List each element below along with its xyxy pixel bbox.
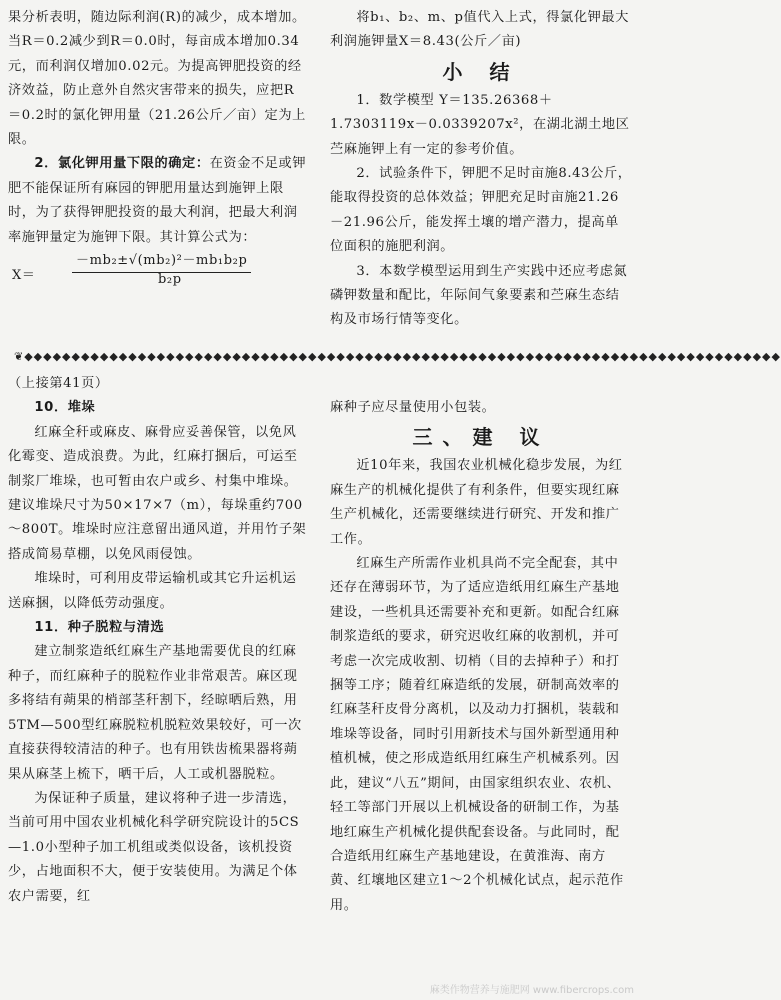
paragraph-lower-limit	[8, 152, 308, 250]
site-watermark: 麻类作物营养与施肥网 www.fibercrops.com	[429, 985, 634, 996]
lower-right-column	[330, 396, 632, 918]
upper-right-column	[330, 6, 632, 333]
heading-seed-threshing: 11．种子脱粒与清选	[34, 620, 165, 636]
paragraph-substitute: 将b₁、b₂、m、p值代入上式，得氯化钾最大利润施钾量X＝8.43(公斤／亩)	[330, 10, 629, 50]
continued-note: （上接第41页）	[8, 376, 109, 391]
formula-denominator: b₂p	[158, 272, 182, 288]
paragraph-seed-1: 建立制浆造纸红麻生产基地需要优良的红麻种子，而红麻种子的脱粒作业非常艰苦。麻区现多将结有蒴果的梢部茎秆割下，经晾晒后熟，用5TM—500型红麻脱粒机脱粒效果较好，可一次直接获得较清洁的种子。也有用铁齿梳果器将蒴果从麻茎上梳下，晒干后，人工或机器脱粒。	[8, 644, 302, 782]
section-title-summary: 小 结	[442, 59, 520, 84]
heading-stacking: 10．堆垛	[34, 400, 96, 416]
ornamental-divider: ❦◆◆◆◆◆◆◆◆◆◆◆◆◆◆◆◆◆◆◆◆◆◆◆◆◆◆◆◆◆◆◆◆◆◆◆◆◆◆◆◆◆◆◆◆◆◆◆◆◆◆◆◆◆◆◆◆◆◆◆◆◆◆◆◆◆◆◆◆◆◆◆◆◆◆◆◆◆◆◆◆	[14, 350, 781, 363]
paragraph-suggestions-1: 近10年来，我国农业机械化稳步发展，为红麻生产的机械化提供了有利条件，但要实现红麻生产机械化，还需要继续进行研究、开发和推广工作。	[330, 458, 623, 547]
paragraph-stacking-1: 红麻全秆或麻皮、麻骨应妥善保管，以免风化霉变、造成浪费。为此，红麻打捆后，可运至制浆厂堆垛，也可暂由农户或乡、村集中堆垛。建议堆垛尺寸为50×17×7（m），每垛重约700～800T。堆垛时应注意留出通风道，并用竹子架搭成简易草棚，以免风雨侵蚀。	[8, 424, 307, 562]
paragraph-suggestions-2: 红麻生产所需作业机具尚不完全配套，其中还存在薄弱环节，为了适应造纸用红麻生产基地建设，一些机具还需要补充和更新。如配合红麻制浆造纸的要求，研究迟收红麻的收割机，并可考虑一次完成收割、切梢（目的去掉种子）和打捆等工序；随着红麻造纸的发展，研制高效率的红麻茎秆皮骨分离机，以及动力打捆机，装载和堆垛等设备，同时引用新技术与国外新型通用种植机械，使之形成造纸用红麻生产机械系列。因此，建议“八五”期间，由国家组织农业、农机、轻工等部门开展以上机械设备的研制工作，为基地红麻生产机械化提供配套设备。与此同时，配合造纸用红麻生产基地建设，在黄淮海、南方黄、红壤地区建立1～2个机械化试点，起示范作用。	[330, 556, 624, 913]
summary-item-3: 3．本数学模型运用到生产实践中还应考虑氮磷钾数量和配比，年际间气象要素和苎麻生态结构及市场行情等变化。	[330, 263, 628, 328]
formula-numerator: －mb₂±√(mb₂)²－mb₁b₂p	[72, 250, 251, 273]
subheading-lower-limit: 2．氯化钾用量下限的确定：	[34, 156, 210, 172]
summary-item-2: 2．试验条件下，钾肥不足时亩施8.43公斤，能取得投资的总体效益；钾肥充足时亩施21.26－21.96公斤，能发挥土壤的增产潜力，提高单位面积的施肥利润。	[330, 166, 632, 255]
upper-left-column	[8, 6, 308, 290]
formula-lhs: X＝	[12, 268, 36, 284]
formula	[8, 250, 308, 290]
summary-item-1: 1．数学模型 Y＝135.26368＋1.7303119x－0.0339207x²，在湖北湖土地区苎麻施钾上有一定的参考价值。	[330, 92, 630, 157]
paragraph-stacking-2: 堆垛时，可利用皮带运输机或其它升运机运送麻捆，以降低劳动强度。	[8, 571, 297, 611]
section-title-suggestions: 三、建 议	[412, 425, 550, 450]
paragraph-r-analysis: 果分析表明，随边际利润(R)的减少，成本增加。当R＝0.2减少到R＝0.0时，每亩成本增加0.34元，而利润仅增加0.02元。为提高钾肥投资的经济效益，防止意外自然灾害带来的损失，应把R＝0.2时的氯化钾用量（21.26公斤／亩）定为上限。	[8, 10, 306, 148]
paragraph-seed-packaging: 麻种子应尽量使用小包装。	[330, 400, 496, 415]
lower-left-column	[8, 372, 308, 909]
paragraph-lower-limit-body: 在资金不足或钾肥不能保证所有麻园的钾肥用量达到施钾上限时，为了获得钾肥投资的最大利润，把最大利润率施钾量定为施钾下限。其计算公式为：	[8, 156, 307, 245]
paragraph-seed-2: 为保证种子质量，建议将种子进一步清选，当前可用中国农业机械化科学研究院设计的5CS—1.0小型种子加工机组或类似设备，该机投资少，占地面积不大，便于安装使用。为满足个体农户需要，红	[8, 790, 300, 904]
